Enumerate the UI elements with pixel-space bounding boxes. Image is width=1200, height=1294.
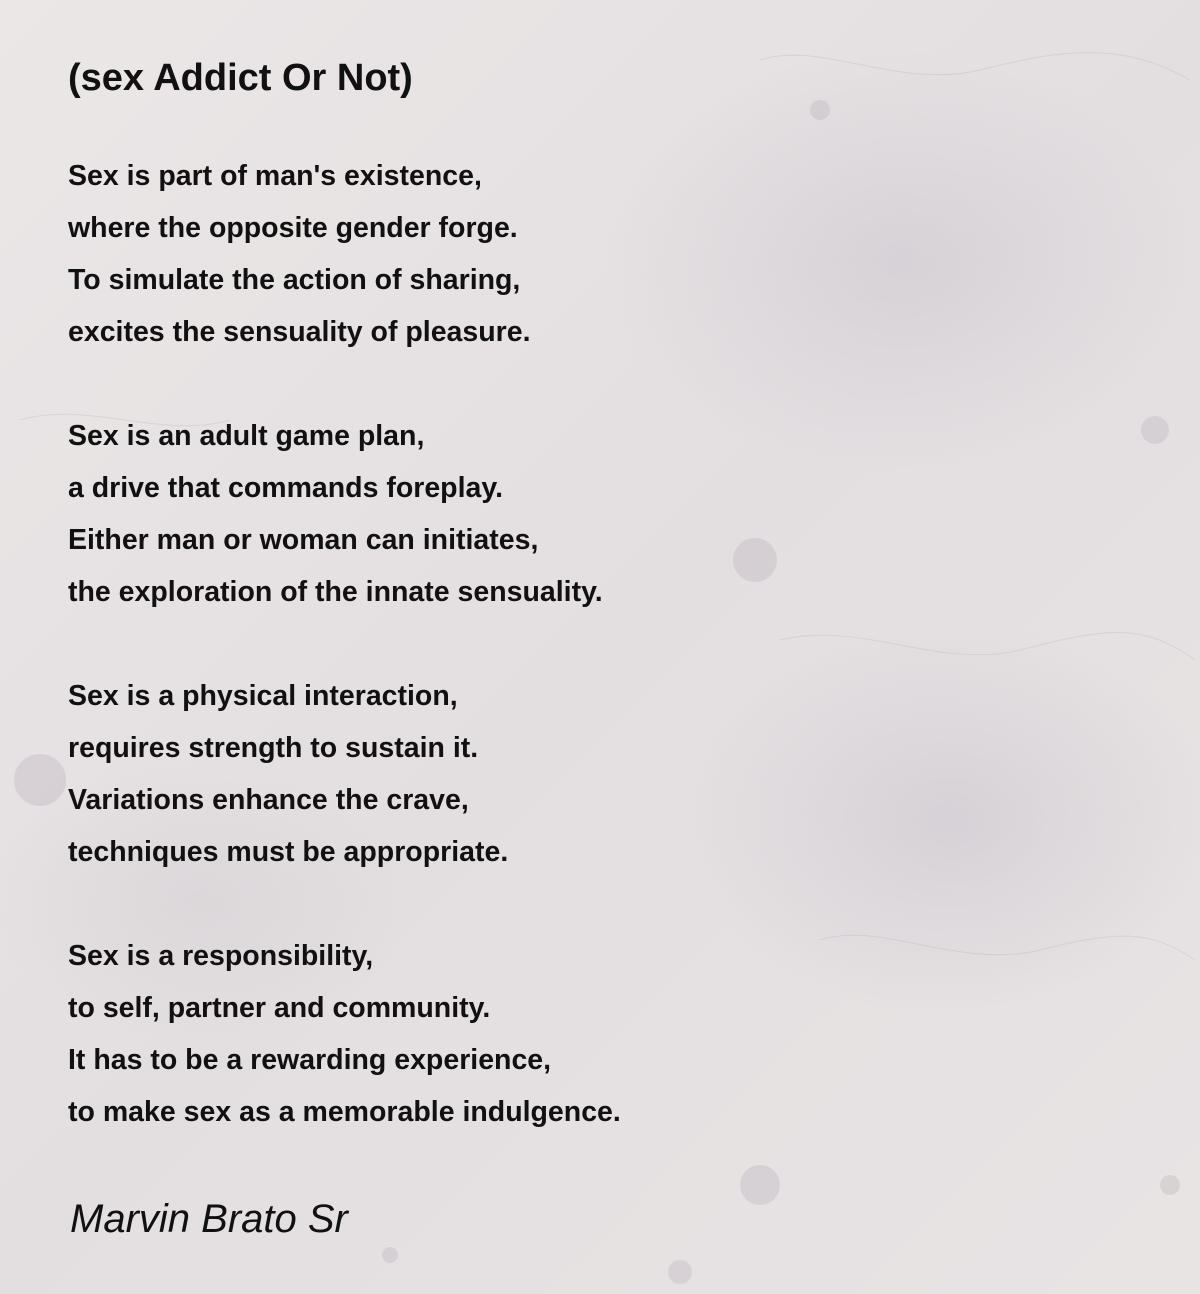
poem-line: excites the sensuality of pleasure.	[68, 316, 531, 348]
poem-title: (sex Addict Or Not)	[68, 57, 413, 99]
poem-stanza-2	[68, 410, 621, 618]
poem-line: techniques must be appropriate.	[68, 836, 509, 868]
poem-line: the exploration of the innate sensuality.	[68, 576, 603, 608]
poem-line: Sex is a physical interaction,	[68, 680, 458, 712]
poem-line: Sex is a responsibility,	[68, 940, 374, 972]
poem-body	[68, 150, 621, 1190]
poem-line: to make sex as a memorable indulgence.	[68, 1096, 621, 1128]
poem-stanza-3	[68, 670, 621, 878]
poem-author: Marvin Brato Sr	[70, 1197, 348, 1241]
poem-line: Sex is part of man's existence,	[68, 160, 482, 192]
poem-line: a drive that commands foreplay.	[68, 472, 504, 504]
poem-line: where the opposite gender forge.	[68, 212, 518, 244]
poem-line: Variations enhance the crave,	[68, 784, 469, 816]
poem-line: Either man or woman can initiates,	[68, 524, 539, 556]
poem-line: to self, partner and community.	[68, 992, 491, 1024]
poem-line: To simulate the action of sharing,	[68, 264, 521, 296]
poem-stanza-1	[68, 150, 621, 358]
poem-line: It has to be a rewarding experience,	[68, 1044, 552, 1076]
poem-stanza-4	[68, 930, 621, 1138]
poem-line: requires strength to sustain it.	[68, 732, 479, 764]
poem-line: Sex is an adult game plan,	[68, 420, 425, 452]
